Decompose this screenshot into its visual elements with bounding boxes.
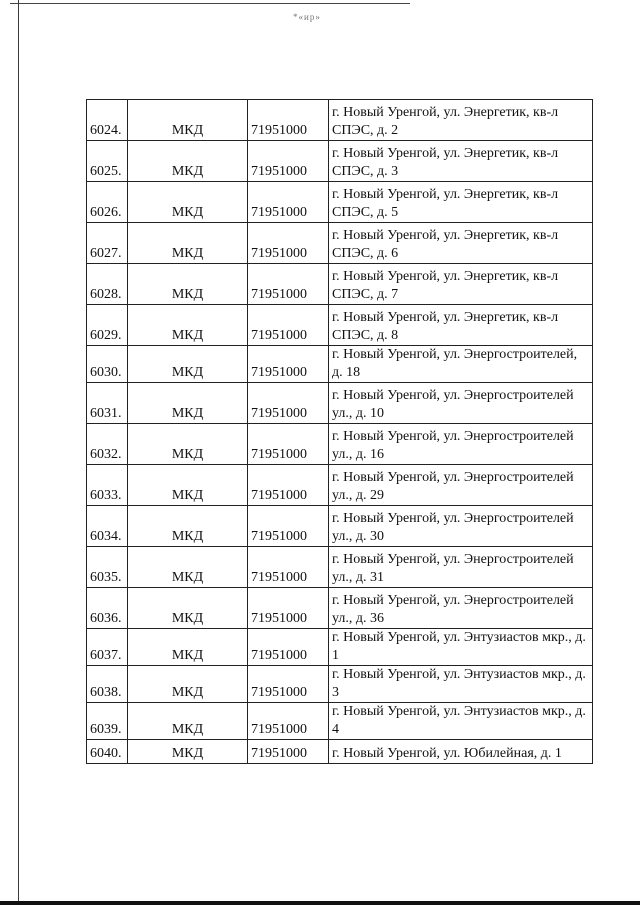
building-type: МКД <box>128 703 248 740</box>
table-row <box>87 547 593 588</box>
table-row <box>87 588 593 629</box>
building-address: г. Новый Уренгой, ул. Энергетик, кв-л СПЭС, д. 6 <box>329 223 593 264</box>
table-row <box>87 424 593 465</box>
table-row <box>87 141 593 182</box>
building-type: МКД <box>128 264 248 305</box>
building-address: г. Новый Уренгой, ул. Энергетик, кв-л СПЭС, д. 8 <box>329 305 593 346</box>
building-address: г. Новый Уренгой, ул. Энергетик, кв-л СПЭС, д. 3 <box>329 141 593 182</box>
building-type: МКД <box>128 740 248 764</box>
oktmo-code: 71951000 <box>248 305 329 346</box>
table-row <box>87 305 593 346</box>
building-type: МКД <box>128 141 248 182</box>
page-stamp-mark: *«ир» <box>293 12 321 22</box>
table-row <box>87 182 593 223</box>
table-row <box>87 346 593 383</box>
building-type: МКД <box>128 223 248 264</box>
row-number: 6036. <box>87 588 128 629</box>
table-row <box>87 740 593 764</box>
building-type: МКД <box>128 465 248 506</box>
oktmo-code: 71951000 <box>248 740 329 764</box>
building-type: МКД <box>128 588 248 629</box>
oktmo-code: 71951000 <box>248 223 329 264</box>
oktmo-code: 71951000 <box>248 100 329 141</box>
oktmo-code: 71951000 <box>248 465 329 506</box>
building-type: МКД <box>128 182 248 223</box>
building-address: г. Новый Уренгой, ул. Энергостроителей ул., д. 16 <box>329 424 593 465</box>
oktmo-code: 71951000 <box>248 141 329 182</box>
oktmo-code: 71951000 <box>248 346 329 383</box>
building-address: г. Новый Уренгой, ул. Энергостроителей ул., д. 36 <box>329 588 593 629</box>
row-number: 6035. <box>87 547 128 588</box>
row-number: 6024. <box>87 100 128 141</box>
oktmo-code: 71951000 <box>248 383 329 424</box>
building-address: г. Новый Уренгой, ул. Энтузиастов мкр., д. 3 <box>329 666 593 703</box>
oktmo-code: 71951000 <box>248 182 329 223</box>
building-address: г. Новый Уренгой, ул. Энергетик, кв-л СПЭС, д. 2 <box>329 100 593 141</box>
scan-left-edge <box>18 0 19 905</box>
building-address: г. Новый Уренгой, ул. Энергостроителей ул., д. 29 <box>329 465 593 506</box>
row-number: 6027. <box>87 223 128 264</box>
building-type: МКД <box>128 506 248 547</box>
table-row <box>87 506 593 547</box>
building-address: г. Новый Уренгой, ул. Энергетик, кв-л СПЭС, д. 7 <box>329 264 593 305</box>
oktmo-code: 71951000 <box>248 629 329 666</box>
building-address: г. Новый Уренгой, ул. Энергостроителей, д. 18 <box>329 346 593 383</box>
oktmo-code: 71951000 <box>248 547 329 588</box>
table-row <box>87 465 593 506</box>
oktmo-code: 71951000 <box>248 588 329 629</box>
building-address: г. Новый Уренгой, ул. Энергостроителей ул., д. 30 <box>329 506 593 547</box>
row-number: 6030. <box>87 346 128 383</box>
oktmo-code: 71951000 <box>248 666 329 703</box>
building-address: г. Новый Уренгой, ул. Энергетик, кв-л СПЭС, д. 5 <box>329 182 593 223</box>
buildings-table <box>86 99 593 764</box>
row-number: 6038. <box>87 666 128 703</box>
building-address: г. Новый Уренгой, ул. Энергостроителей ул., д. 10 <box>329 383 593 424</box>
building-type: МКД <box>128 547 248 588</box>
oktmo-code: 71951000 <box>248 264 329 305</box>
building-type: МКД <box>128 629 248 666</box>
building-type: МКД <box>128 424 248 465</box>
building-type: МКД <box>128 100 248 141</box>
row-number: 6028. <box>87 264 128 305</box>
table-row <box>87 100 593 141</box>
oktmo-code: 71951000 <box>248 506 329 547</box>
building-type: МКД <box>128 383 248 424</box>
oktmo-code: 71951000 <box>248 424 329 465</box>
row-number: 6025. <box>87 141 128 182</box>
table-row <box>87 703 593 740</box>
table-row <box>87 383 593 424</box>
table-row <box>87 223 593 264</box>
row-number: 6031. <box>87 383 128 424</box>
building-type: МКД <box>128 346 248 383</box>
row-number: 6029. <box>87 305 128 346</box>
building-address: г. Новый Уренгой, ул. Энергостроителей ул., д. 31 <box>329 547 593 588</box>
table-row <box>87 629 593 666</box>
row-number: 6034. <box>87 506 128 547</box>
oktmo-code: 71951000 <box>248 703 329 740</box>
row-number: 6037. <box>87 629 128 666</box>
table-row <box>87 666 593 703</box>
building-address: г. Новый Уренгой, ул. Энтузиастов мкр., д. 1 <box>329 629 593 666</box>
scan-bottom-edge <box>0 901 640 905</box>
scan-top-edge <box>10 3 410 4</box>
row-number: 6040. <box>87 740 128 764</box>
row-number: 6039. <box>87 703 128 740</box>
row-number: 6026. <box>87 182 128 223</box>
table-row <box>87 264 593 305</box>
row-number: 6033. <box>87 465 128 506</box>
row-number: 6032. <box>87 424 128 465</box>
building-type: МКД <box>128 666 248 703</box>
building-address: г. Новый Уренгой, ул. Энтузиастов мкр., д. 4 <box>329 703 593 740</box>
building-type: МКД <box>128 305 248 346</box>
building-address: г. Новый Уренгой, ул. Юбилейная, д. 1 <box>329 740 593 764</box>
